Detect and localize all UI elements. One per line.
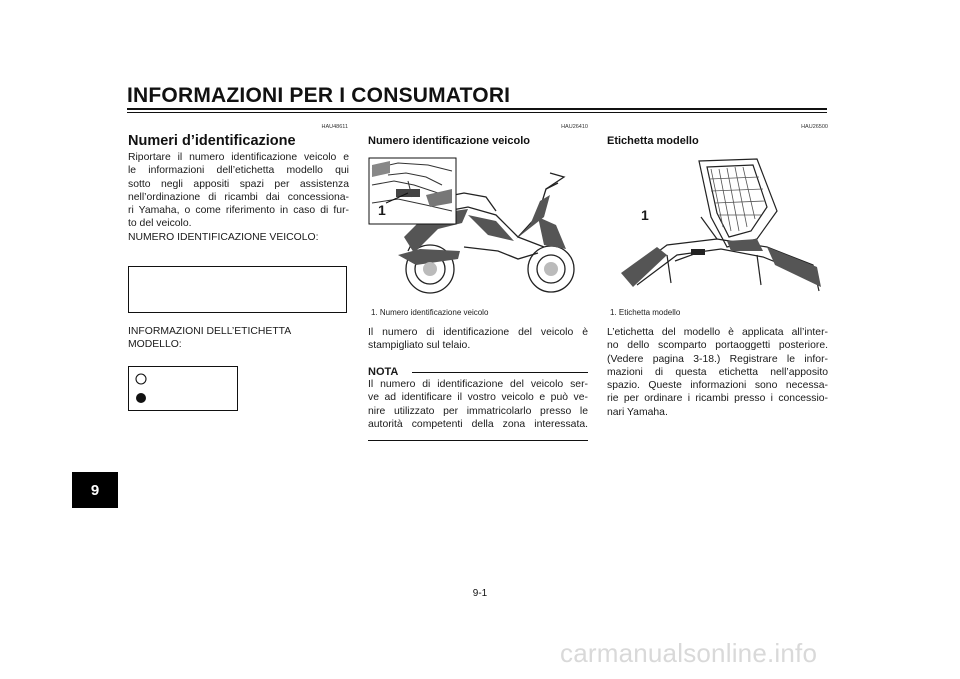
paragraph-line: ri Yamaha, o come riferimento in caso di fur- <box>128 205 349 217</box>
section-heading: Numeri d’identificazione <box>128 133 296 149</box>
section-code: HAU26410 <box>561 124 588 130</box>
figure-caption: 1. Etichetta modello <box>610 308 681 317</box>
page-number: 9-1 <box>472 588 488 599</box>
vin-location-illustration <box>368 155 588 297</box>
section-heading: Numero identificazione veicolo <box>368 135 530 147</box>
note-body <box>368 378 588 431</box>
note-line: autorità competenti della zona interessata. <box>368 418 588 430</box>
paragraph-line: (Vedere pagina 3-18.) Registrare le infor- <box>607 353 828 365</box>
paragraph-line: L’etichetta del modello è applicata all’inter- <box>607 327 828 338</box>
note-header <box>368 362 588 378</box>
section-code: HAU26500 <box>801 124 828 130</box>
vin-paragraph <box>368 326 588 353</box>
section-code: HAU48611 <box>321 124 348 130</box>
model-label-line: INFORMAZIONI DELL’ETICHETTA <box>128 326 292 337</box>
note-end-rule <box>368 440 588 441</box>
callout-number: 1 <box>378 202 386 218</box>
paragraph-line: nari Yamaha. <box>607 406 668 418</box>
note-line: nire utilizzato per immatricolarlo presso le <box>368 405 588 417</box>
note-line: ve ad identificare il vostro veicolo e può ve- <box>368 392 588 404</box>
paragraph-line: to del veicolo. <box>128 218 192 230</box>
paragraph-line: rie per ordinare i ricambi presso i concessio- <box>607 393 828 405</box>
model-label-heading <box>128 325 349 352</box>
note-line: Il numero di identificazione del veicolo ser- <box>368 379 588 390</box>
model-label-illustration <box>607 155 827 297</box>
paragraph-line: Il numero di identificazione del veicolo è <box>368 327 588 338</box>
model-label-paragraph <box>607 326 828 419</box>
vin-label: NUMERO IDENTIFICAZIONE VEICOLO: <box>128 231 319 243</box>
figure-caption: 1. Numero identificazione veicolo <box>371 308 489 317</box>
header-rule-thin <box>127 112 827 113</box>
paragraph-line: stampigliato sul telaio. <box>368 340 471 352</box>
note-rule <box>412 372 588 373</box>
page-title: INFORMAZIONI PER I CONSUMATORI <box>127 84 511 107</box>
header-rule-thick <box>127 108 827 110</box>
paragraph-line: spazio. Queste informazioni sono necessa- <box>607 380 828 392</box>
note-label: NOTA <box>368 366 399 378</box>
hollow-circle-icon <box>136 374 146 384</box>
section-heading: Etichetta modello <box>607 135 699 147</box>
paragraph-line: no dello scomparto portaoggetti posteriore. <box>607 340 828 352</box>
paragraph-line: le informazioni dell’etichetta modello qui <box>128 165 349 177</box>
model-label-entry-box <box>128 366 238 411</box>
intro-paragraph <box>128 151 349 244</box>
vin-entry-box <box>128 266 347 313</box>
model-label-line: MODELLO: <box>128 339 182 351</box>
filled-circle-icon <box>136 393 146 403</box>
callout-number: 1 <box>641 207 649 223</box>
watermark: carmanualsonline.info <box>560 638 818 668</box>
paragraph-line: nell’ordinazione di ricambi dai concessiona- <box>128 191 349 203</box>
paragraph-line: mazioni di questa etichetta nell’apposito <box>607 366 828 378</box>
label-marker-icons <box>128 366 238 411</box>
chapter-tab: 9 <box>72 472 118 508</box>
paragraph-line: sotto negli appositi spazi per assistenza <box>128 178 349 190</box>
paragraph-line: Riportare il numero identificazione veicolo e <box>128 152 349 163</box>
